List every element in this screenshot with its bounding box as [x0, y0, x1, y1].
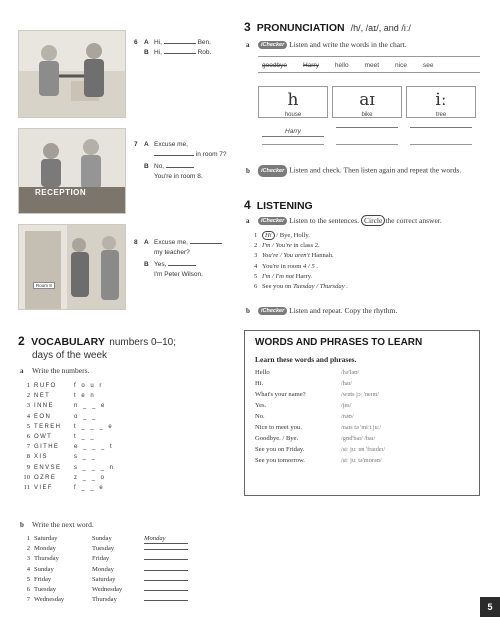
ichecker-badge[interactable]: iChecker: [258, 165, 287, 177]
word-box: [258, 56, 480, 73]
phonetic: /gʊd'baɪ/ /baɪ/: [341, 435, 376, 442]
number-item: 4 EON o _ _: [26, 412, 98, 420]
pronunciation-heading: 3 PRONUNCIATION /h/, /aɪ/, and /iː/: [244, 20, 411, 34]
illustration-reception: [18, 128, 126, 214]
sound-word: tree: [435, 112, 447, 118]
listening-item[interactable]: 2 I'm / You're in class 2.: [254, 242, 320, 250]
answer-line[interactable]: Harry: [262, 127, 324, 137]
answer-field[interactable]: n _ _ e: [74, 403, 107, 410]
answer-blank[interactable]: [190, 238, 222, 244]
answer-field[interactable]: [144, 590, 188, 591]
sound-column: [332, 86, 402, 174]
number-item: 9 ENVSE s _ _ _ n: [26, 463, 116, 471]
sound-picture: [258, 86, 328, 118]
dialogue-6: 6 A Hi, Ben. B Hi, Rob.: [134, 39, 212, 56]
sound-symbol: h: [287, 90, 299, 110]
sound-chart: [258, 86, 480, 174]
listening-item[interactable]: 6 See you on Tuesday / Thursday .: [254, 283, 348, 291]
answer-field[interactable]: f _ _ e: [74, 485, 105, 492]
day-list: [20, 534, 240, 605]
answer-field[interactable]: s _ _ _ n: [74, 464, 116, 471]
phonetic: /siː juː ɒn 'fraɪdeɪ/: [341, 446, 386, 453]
answer-field[interactable]: e _ _ _ t: [74, 444, 114, 451]
vocab-b-instruction: b Write the next word.: [20, 520, 94, 529]
number-item: 1 RUFO f o u r: [26, 382, 104, 389]
phrase: Hi.: [255, 380, 264, 387]
phonetic: /jes/: [341, 402, 352, 409]
answer-field[interactable]: z _ _ o: [74, 474, 107, 481]
ichecker-badge[interactable]: iChecker: [258, 41, 287, 49]
day-item: 5 Friday Saturday: [20, 575, 240, 585]
answer-blank[interactable]: [154, 150, 194, 156]
day-item: 4 Sunday Monday: [20, 565, 240, 575]
day-item: 6 Tuesday Wednesday: [20, 585, 240, 595]
number-item: 3 INNE n _ _ e: [26, 402, 107, 410]
illustration-handshake: [18, 30, 126, 118]
answer-field[interactable]: [144, 549, 188, 550]
dialogue-8: 8 A Excuse me, my teacher? B Yes, I'm Peter Wilson.: [134, 238, 222, 280]
page-number: 5: [480, 597, 500, 617]
words-phrases-box: [244, 330, 480, 496]
answer-line[interactable]: [410, 144, 472, 145]
answer-field[interactable]: t e n: [74, 393, 96, 400]
answer-field[interactable]: Monday: [144, 535, 188, 544]
word-option: see: [422, 62, 434, 69]
phrase: See you tomorrow.: [255, 457, 305, 464]
phrase: Hello: [255, 369, 270, 376]
answer-blank[interactable]: [168, 260, 196, 266]
word-option: Harry: [302, 62, 319, 69]
word-option: goodbye: [262, 62, 287, 69]
answer-field[interactable]: [144, 580, 188, 581]
word-option: nice: [395, 62, 407, 69]
answer-field[interactable]: s _ _: [74, 454, 98, 461]
number-item: 11 VIEF f _ _ e: [23, 484, 105, 492]
pron-a-instruction: a iChecker Listen and write the words in the chart.: [246, 40, 407, 49]
number-item: 2 NET t e n: [26, 392, 96, 400]
answer-line[interactable]: [410, 127, 472, 128]
answer-field[interactable]: [144, 570, 188, 571]
number-item: 8 XIS s _ _: [26, 453, 98, 461]
sound-column: [406, 86, 476, 174]
listening-a-instruction: a iChecker Listen to the sentences. Circle the correct answer.: [246, 216, 442, 225]
words-phrases-subtitle: Learn these words and phrases.: [255, 355, 357, 364]
number-item: 7 GITHE e _ _ _ t: [26, 443, 114, 451]
sound-word: bike: [361, 112, 373, 118]
sound-picture: [406, 86, 476, 118]
answer-blank[interactable]: [164, 38, 196, 44]
word-option: hello: [334, 62, 349, 69]
phonetic: /hə'ləʊ/: [341, 369, 360, 376]
number-item: 6 OWT t _ _: [26, 433, 96, 441]
listening-item[interactable]: 4 You're in room 4 / 5 .: [254, 262, 319, 270]
answer-blank[interactable]: [166, 162, 194, 168]
phonetic: /naɪs tə 'miːt juː/: [341, 424, 382, 431]
phrase: What's your name?: [255, 391, 306, 398]
dialogue-7: 7 A Excuse me, in room 7? B No, You're in room 8.: [134, 141, 227, 180]
sound-column: [258, 86, 328, 174]
answer-field[interactable]: [144, 559, 188, 560]
word-option: meet: [364, 62, 380, 69]
phrase: Yes.: [255, 402, 267, 409]
listening-b-instruction: b iChecker Listen and repeat. Copy the rhythm.: [246, 306, 398, 315]
answer-field[interactable]: t _ _: [74, 434, 96, 441]
sound-picture: [332, 86, 402, 118]
number-item: 10 OZRE z _ _ o: [23, 473, 107, 481]
phonetic: /haɪ/: [341, 380, 352, 387]
reception-sign: RECEPTION: [35, 188, 87, 197]
phrase: See you on Friday.: [255, 446, 305, 453]
phrase: Goodbye. / Bye.: [255, 435, 299, 442]
words-phrases-title: WORDS AND PHRASES TO LEARN: [255, 337, 423, 348]
number-item: 5 TEREH t _ _ _ e: [26, 422, 114, 430]
listening-heading: 4 LISTENING: [244, 198, 313, 212]
phonetic: /nəʊ/: [341, 413, 354, 420]
sound-symbol: iː: [435, 90, 447, 110]
number-list: [20, 381, 220, 493]
answer-line[interactable]: [336, 144, 398, 145]
listening-item[interactable]: 1 Hi / Bye, Holly.: [254, 232, 310, 239]
phrase: No.: [255, 413, 265, 420]
answer-line[interactable]: [336, 127, 398, 128]
listening-items: [254, 231, 484, 292]
illustration-classroom-door: [18, 224, 126, 310]
sound-word: house: [284, 112, 302, 118]
answer-field[interactable]: t _ _ _ e: [74, 423, 114, 430]
answer-field[interactable]: f o u r: [74, 383, 104, 389]
ichecker-badge[interactable]: iChecker: [258, 307, 287, 315]
listening-item[interactable]: 5 I'm / I'm not Harry.: [254, 272, 313, 280]
day-item: 3 Thursday Friday: [20, 554, 240, 564]
day-item: 2 Monday Tuesday: [20, 544, 240, 554]
answer-field[interactable]: o _ _: [74, 413, 98, 420]
vocab-a-instruction: a Write the numbers.: [20, 366, 90, 375]
answer-line[interactable]: [262, 144, 324, 145]
listening-item[interactable]: 3 You're / You aren't Hannah.: [254, 252, 334, 260]
ichecker-badge[interactable]: iChecker: [258, 217, 287, 225]
answer-field[interactable]: [144, 600, 188, 601]
vocabulary-heading: 2 VOCABULARY numbers 0–10; days of the week: [18, 334, 177, 361]
door-sign: Room 8: [33, 282, 55, 289]
day-item: 7 Wednesday Thursday: [20, 595, 240, 605]
phonetic: /wɒts jɔː 'neɪm/: [341, 391, 380, 398]
sound-symbol: aɪ: [359, 90, 375, 110]
phonetic: /siː juː tə'mɒrəʊ/: [341, 457, 382, 464]
day-item: 1 Saturday Sunday Monday: [20, 534, 240, 544]
answer-blank[interactable]: [164, 48, 196, 54]
phrase: Nice to meet you.: [255, 424, 302, 431]
pron-b-instruction: b iChecker Listen and check. Then listen again and repeat the words.: [246, 165, 486, 177]
